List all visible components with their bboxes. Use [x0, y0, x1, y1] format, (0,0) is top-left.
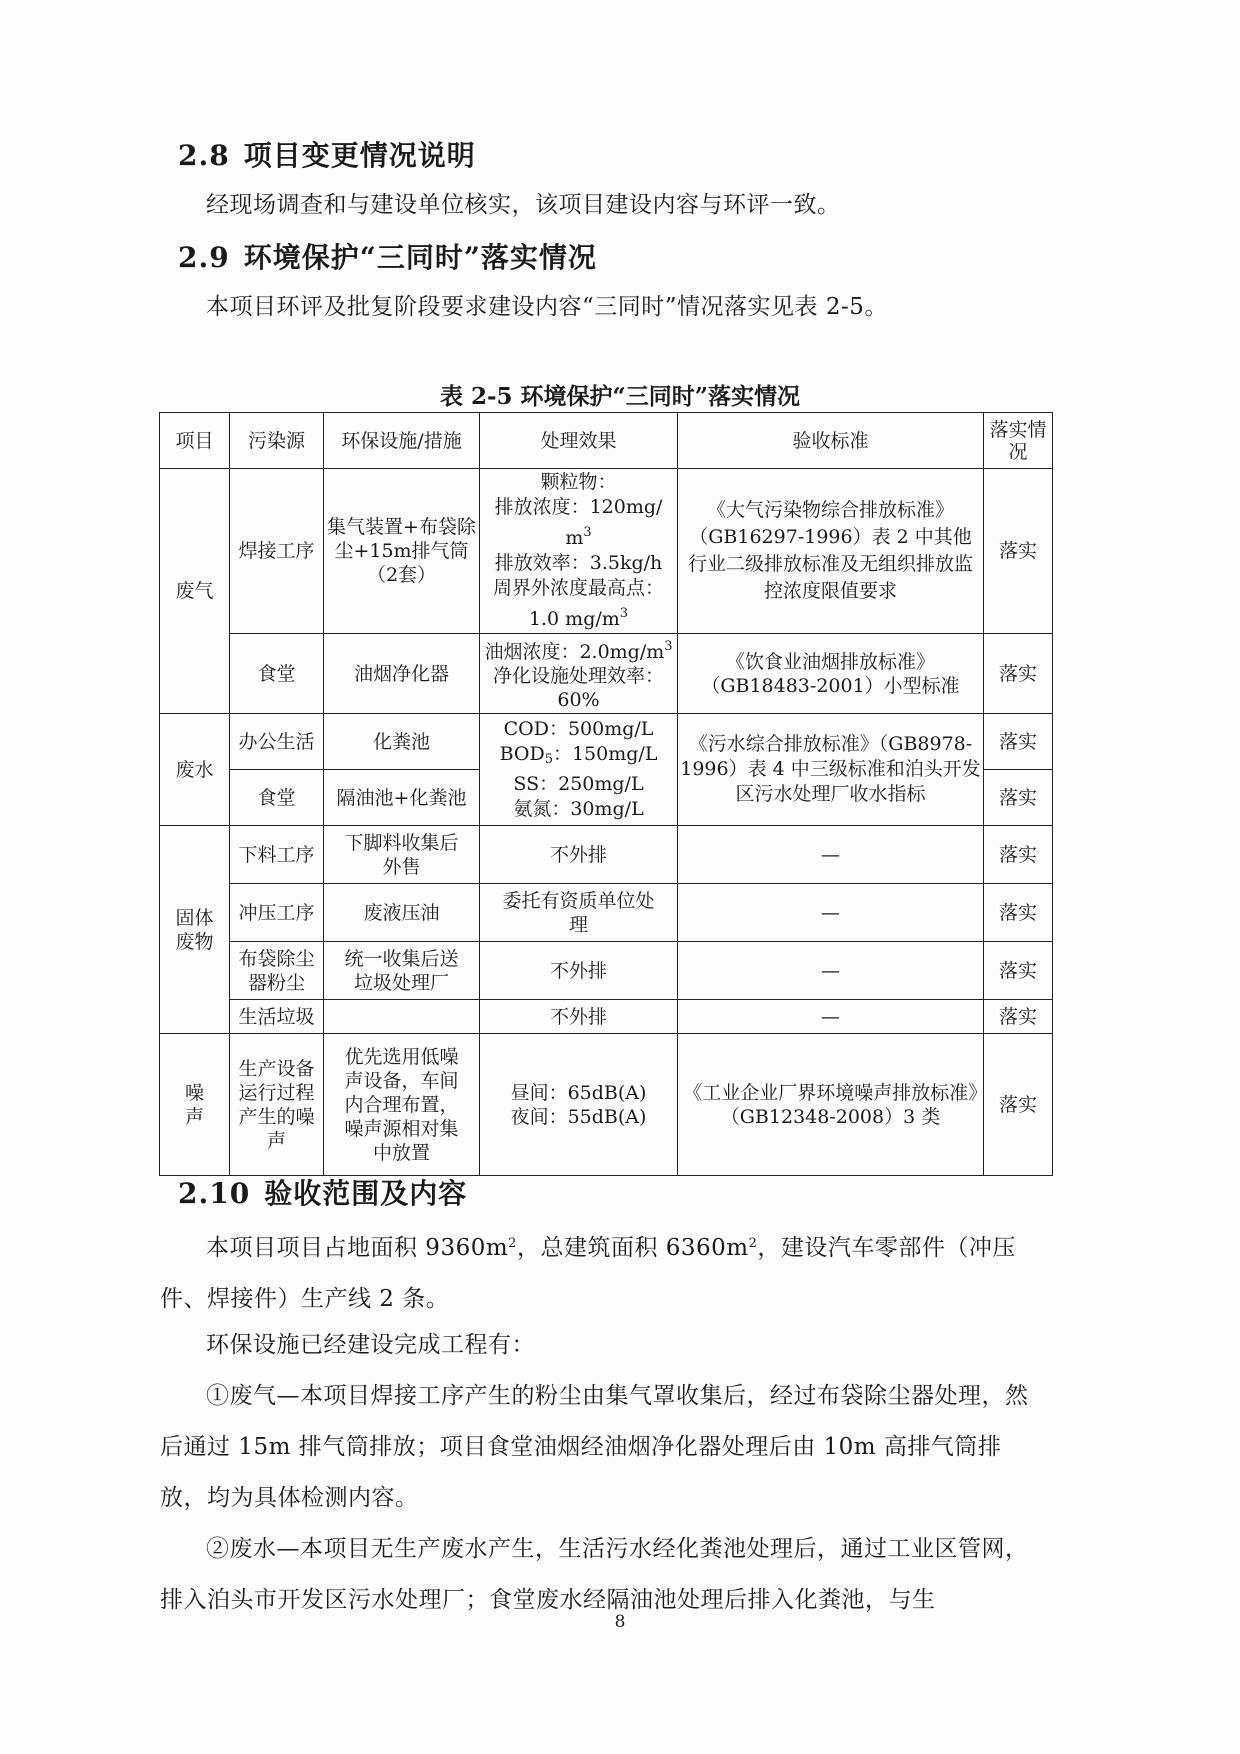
standard-cell: 《饮食业油烟排放标准》（GB18483-2001）小型标准 [678, 634, 984, 714]
status-cell: 落实 [984, 942, 1053, 1000]
status-cell: 落实 [984, 1000, 1053, 1034]
table-row [160, 1034, 1053, 1176]
effect-cell: 油烟浓度：$2.0mg/m^3$ 净化设施处理效率：60% [480, 634, 678, 714]
table-row [160, 826, 1053, 884]
status-cell: 落实 [984, 826, 1053, 884]
table-caption: 表 2-5 环境保护“三同时”落实情况 [439, 383, 801, 410]
status-cell: 落实 [984, 770, 1053, 826]
section-2-9-heading: 2.9 环境保护“三同时”落实情况 [178, 241, 597, 274]
section-2-10-heading: 2.10 验收范围及内容 [178, 1177, 468, 1210]
header-cell: 验收标准 [678, 413, 984, 469]
effect-cell: 颗粒物： 排放浓度：120mg/ $m^3$ 排放效率：3.5kg/h 周界外浓度最高点： 1.0 $mg/m^3$ [480, 469, 678, 634]
measure-cell [324, 1000, 480, 1034]
source-cell: 食堂 [230, 770, 324, 826]
effect-cell: 不外排 [480, 1000, 678, 1034]
standard-cell: 《大气污染物综合排放标准》（GB16297-1996）表 2 中其他行业二级排放标准及无组织排放监控浓度限值要求 [678, 469, 984, 634]
measure-cell: 化粪池 [324, 714, 480, 770]
standard-cell: 《工业企业厂界环境噪声排放标准》（GB12348-2008）3 类 [678, 1034, 984, 1176]
source-cell: 生活垃圾 [230, 1000, 324, 1034]
status-cell: 落实 [984, 1034, 1053, 1176]
header-cell: 处理效果 [480, 413, 678, 469]
header-cell: 项目 [160, 413, 230, 469]
table-row [160, 1000, 1053, 1034]
section-2-10-paragraph-1: 本项目项目占地面积 $9360m^2$，总建筑面积 $6360m^2$，建设汽车零部件（冲压件、焊接件）生产线 2 条。 [160, 1235, 1016, 1312]
section-2-9-paragraph: 本项目环评及批复阶段要求建设内容“三同时”情况落实见表 2-5。 [206, 294, 888, 320]
measure-cell: 下脚料收集后外售 [324, 826, 480, 884]
section-2-10-paragraph-4: ②废水—本项目无生产废水产生，生活污水经化粪池处理后，通过工业区管网，排入泊头市开发区污水处理厂；食堂废水经隔油池处理后排入化粪池，与生 [160, 1536, 1029, 1613]
table-row [160, 469, 1053, 634]
measure-cell: 油烟净化器 [324, 634, 480, 714]
category-cell: 废气 [160, 469, 230, 714]
source-cell: 下料工序 [230, 826, 324, 884]
source-cell: 焊接工序 [230, 469, 324, 634]
measure-cell: 废液压油 [324, 884, 480, 942]
source-cell: 冲压工序 [230, 884, 324, 942]
measure-cell: 统一收集后送垃圾处理厂 [324, 942, 480, 1000]
standard-cell: — [678, 884, 984, 942]
effect-cell: 委托有资质单位处理 [480, 884, 678, 942]
status-cell: 落实 [984, 469, 1053, 634]
source-cell: 食堂 [230, 634, 324, 714]
page-number: 8 [614, 1612, 626, 1632]
category-cell: 噪声 [160, 1034, 230, 1176]
standard-cell: 《污水综合排放标准》（GB8978-1996）表 4 中三级标准和泊头开发区污水处理厂收水指标 [678, 714, 984, 826]
three-simultaneous-table [159, 412, 1053, 1176]
section-2-10-paragraph-3: ①废气—本项目焊接工序产生的粉尘由集气罩收集后，经过布袋除尘器处理，然后通过 15m 排气筒排放；项目食堂油烟经油烟净化器处理后由 10m 高排气筒排放，均为具体检测内容。 [160, 1383, 1029, 1511]
table-row [160, 884, 1053, 942]
standard-cell: — [678, 942, 984, 1000]
section-2-8-paragraph: 经现场调查和与建设单位核实，该项目建设内容与环评一致。 [206, 192, 841, 218]
effect-cell: 昼间：65dB(A) 夜间：55dB(A) [480, 1034, 678, 1176]
header-cell: 污染源 [230, 413, 324, 469]
table-row [160, 942, 1053, 1000]
status-cell: 落实 [984, 634, 1053, 714]
effect-cell: 不外排 [480, 942, 678, 1000]
header-cell: 环保设施/措施 [324, 413, 480, 469]
section-2-10-paragraph-2: 环保设施已经建设完成工程有： [206, 1332, 535, 1358]
effect-cell: 不外排 [480, 826, 678, 884]
header-cell: 落实情况 [984, 413, 1053, 469]
standard-cell: — [678, 1000, 984, 1034]
table-header-row [160, 413, 1053, 469]
category-cell: 固体废物 [160, 826, 230, 1034]
source-cell: 办公生活 [230, 714, 324, 770]
table-row [160, 714, 1053, 770]
measure-cell: 优先选用低噪声设备，车间内合理布置，噪声源相对集中放置 [324, 1034, 480, 1176]
standard-cell: — [678, 826, 984, 884]
measure-cell: 隔油池+化粪池 [324, 770, 480, 826]
effect-cell: COD：500mg/L $BOD_5$：150mg/L SS：250mg/L 氨氮：30mg/L [480, 714, 678, 826]
category-cell: 废水 [160, 714, 230, 826]
source-cell: 生产设备运行过程产生的噪声 [230, 1034, 324, 1176]
section-2-8-heading: 2.8 项目变更情况说明 [178, 139, 476, 172]
status-cell: 落实 [984, 714, 1053, 770]
status-cell: 落实 [984, 884, 1053, 942]
table-row [160, 634, 1053, 714]
source-cell: 布袋除尘器粉尘 [230, 942, 324, 1000]
measure-cell: 集气装置+布袋除尘+15m排气筒（2套） [324, 469, 480, 634]
